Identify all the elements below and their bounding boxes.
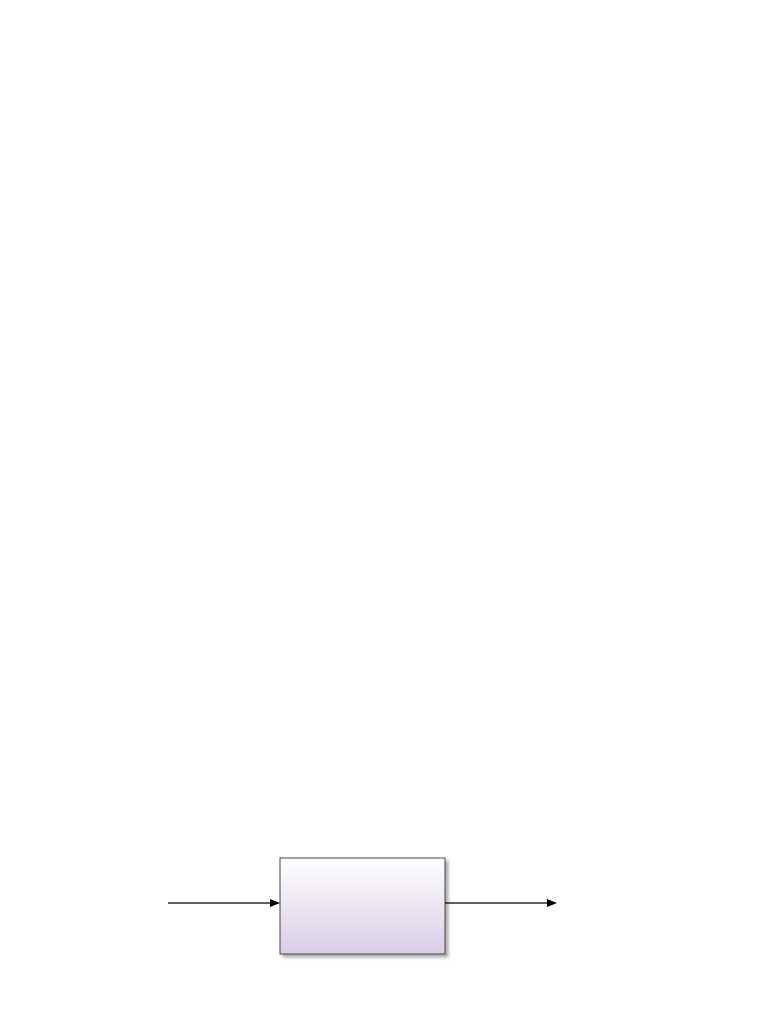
system-block [280,858,445,954]
input-arrowhead [270,899,280,907]
output-arrowhead [547,899,557,907]
